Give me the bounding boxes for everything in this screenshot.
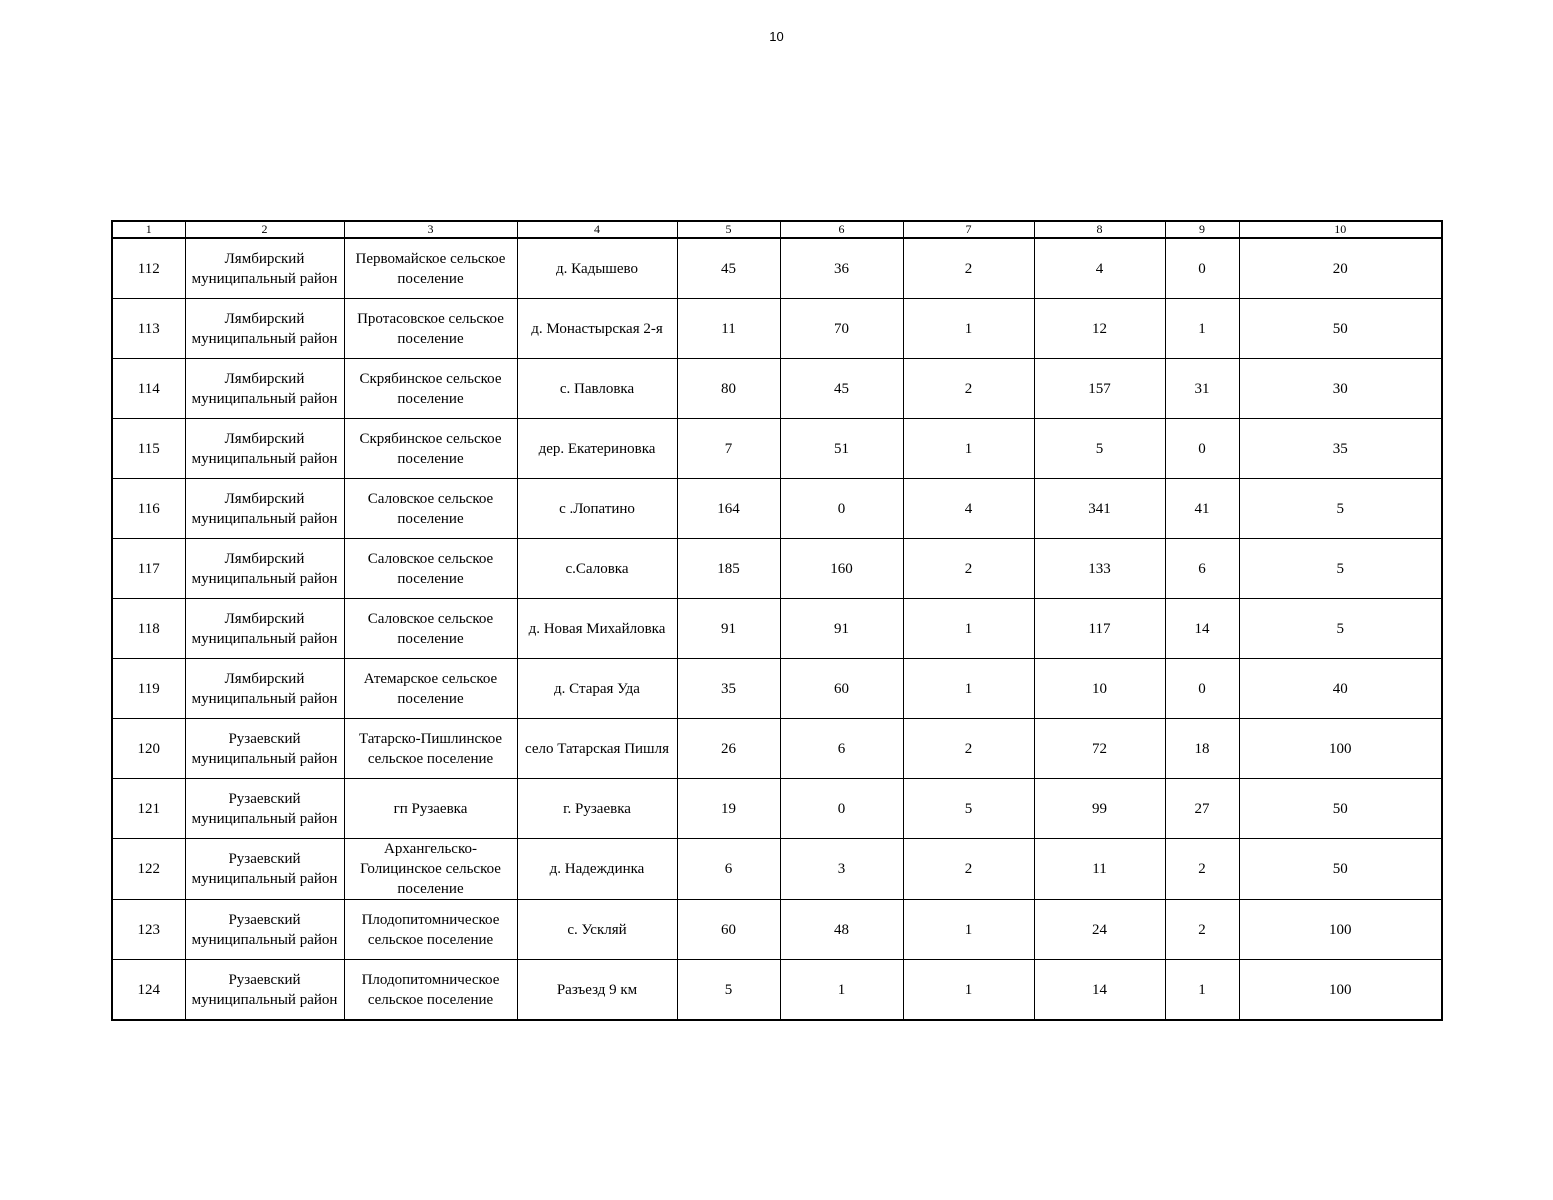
table-cell: с. Ускляй	[517, 900, 677, 960]
table-cell: 6	[1165, 539, 1239, 599]
table-cell: 1	[903, 419, 1034, 479]
table-cell: 1	[903, 599, 1034, 659]
table-cell: Разъезд 9 км	[517, 960, 677, 1021]
table-cell: 5	[903, 779, 1034, 839]
table-cell: 5	[1239, 479, 1442, 539]
table-cell: 50	[1239, 839, 1442, 900]
table-cell: 6	[677, 839, 780, 900]
table-header-row	[112, 221, 1442, 238]
table-cell: 122	[112, 839, 185, 900]
table-cell: 0	[780, 479, 903, 539]
table-cell: Рузаевский муниципальный район	[185, 719, 344, 779]
column-number-cell: 7	[903, 221, 1034, 238]
table-cell: 70	[780, 299, 903, 359]
table-cell: с. Павловка	[517, 359, 677, 419]
table-cell: 12	[1034, 299, 1165, 359]
table-cell: 1	[1165, 299, 1239, 359]
table-cell: Лямбирский муниципальный район	[185, 359, 344, 419]
table-cell: дер. Екатериновка	[517, 419, 677, 479]
table-cell: 26	[677, 719, 780, 779]
table-cell: 120	[112, 719, 185, 779]
column-number-cell: 6	[780, 221, 903, 238]
table-cell: Рузаевский муниципальный район	[185, 900, 344, 960]
table-cell: 2	[903, 719, 1034, 779]
table-cell: 121	[112, 779, 185, 839]
table-cell: 1	[903, 900, 1034, 960]
table-cell: 2	[1165, 839, 1239, 900]
table-cell: 19	[677, 779, 780, 839]
table-cell: 91	[677, 599, 780, 659]
table-cell: 164	[677, 479, 780, 539]
table-cell: 113	[112, 299, 185, 359]
page-number: 10	[769, 29, 784, 44]
table-row	[112, 359, 1442, 419]
column-number-cell: 5	[677, 221, 780, 238]
table-cell: Плодопитомническое сельское поселение	[344, 960, 517, 1021]
table-cell: 2	[1165, 900, 1239, 960]
data-table	[111, 220, 1443, 1021]
table-cell: 99	[1034, 779, 1165, 839]
table-row	[112, 839, 1442, 900]
table-cell: 41	[1165, 479, 1239, 539]
table-row	[112, 900, 1442, 960]
table-cell: 36	[780, 238, 903, 299]
table-cell: 14	[1165, 599, 1239, 659]
table-cell: 5	[1034, 419, 1165, 479]
table-cell: 14	[1034, 960, 1165, 1021]
column-number-cell: 9	[1165, 221, 1239, 238]
table-cell: Лямбирский муниципальный район	[185, 238, 344, 299]
table-cell: Первомайское сельское поселение	[344, 238, 517, 299]
column-number-cell: 4	[517, 221, 677, 238]
table-cell: Архангельско-Голицинское сельское поселение	[344, 839, 517, 900]
table-cell: 51	[780, 419, 903, 479]
table-cell: 50	[1239, 299, 1442, 359]
table-cell: Рузаевский муниципальный район	[185, 779, 344, 839]
table-cell: 27	[1165, 779, 1239, 839]
table-cell: 4	[1034, 238, 1165, 299]
table-cell: Саловское сельское поселение	[344, 539, 517, 599]
table-cell: 116	[112, 479, 185, 539]
table-cell: 30	[1239, 359, 1442, 419]
table-cell: 0	[1165, 238, 1239, 299]
table-cell: 118	[112, 599, 185, 659]
table-cell: 50	[1239, 779, 1442, 839]
table-row	[112, 539, 1442, 599]
table-cell: Атемарское сельское поселение	[344, 659, 517, 719]
table-cell: 341	[1034, 479, 1165, 539]
table-cell: 115	[112, 419, 185, 479]
table-cell: 45	[677, 238, 780, 299]
table-cell: 1	[903, 659, 1034, 719]
table-row	[112, 299, 1442, 359]
table-cell: 124	[112, 960, 185, 1021]
table-cell: 80	[677, 359, 780, 419]
table-cell: 7	[677, 419, 780, 479]
table-cell: с.Саловка	[517, 539, 677, 599]
table-cell: Саловское сельское поселение	[344, 599, 517, 659]
table-cell: 2	[903, 359, 1034, 419]
table-cell: 114	[112, 359, 185, 419]
table-cell: 3	[780, 839, 903, 900]
table-cell: 45	[780, 359, 903, 419]
table-cell: 0	[780, 779, 903, 839]
table-cell: 117	[112, 539, 185, 599]
table-cell: 100	[1239, 900, 1442, 960]
table-cell: 117	[1034, 599, 1165, 659]
table-cell: 10	[1034, 659, 1165, 719]
table-cell: г. Рузаевка	[517, 779, 677, 839]
table-row	[112, 238, 1442, 299]
table-cell: Саловское сельское поселение	[344, 479, 517, 539]
table-cell: 1	[1165, 960, 1239, 1021]
table-row	[112, 719, 1442, 779]
table-cell: 2	[903, 539, 1034, 599]
table-cell: 100	[1239, 719, 1442, 779]
table-cell: 5	[677, 960, 780, 1021]
table-cell: д. Новая Михайловка	[517, 599, 677, 659]
table-cell: село Татарская Пишля	[517, 719, 677, 779]
table-cell: Лямбирский муниципальный район	[185, 659, 344, 719]
table-cell: 48	[780, 900, 903, 960]
table-cell: д. Монастырская 2-я	[517, 299, 677, 359]
table-cell: 100	[1239, 960, 1442, 1021]
column-number-cell: 10	[1239, 221, 1442, 238]
table-cell: 40	[1239, 659, 1442, 719]
table-cell: 123	[112, 900, 185, 960]
table-body	[112, 221, 1442, 1020]
table-cell: 24	[1034, 900, 1165, 960]
table-row	[112, 659, 1442, 719]
table-cell: 5	[1239, 599, 1442, 659]
table-cell: 2	[903, 238, 1034, 299]
column-number-cell: 1	[112, 221, 185, 238]
table-cell: д. Старая Уда	[517, 659, 677, 719]
table-cell: 0	[1165, 659, 1239, 719]
table-cell: Татарско-Пишлинское сельское поселение	[344, 719, 517, 779]
table-cell: Лямбирский муниципальный район	[185, 299, 344, 359]
table-cell: 119	[112, 659, 185, 719]
table-cell: 35	[677, 659, 780, 719]
table-cell: Лямбирский муниципальный район	[185, 479, 344, 539]
table-row	[112, 779, 1442, 839]
table-cell: 157	[1034, 359, 1165, 419]
table-cell: 11	[677, 299, 780, 359]
table-cell: 5	[1239, 539, 1442, 599]
table-cell: 60	[677, 900, 780, 960]
table-row	[112, 419, 1442, 479]
table-cell: 18	[1165, 719, 1239, 779]
table-cell: Лямбирский муниципальный район	[185, 599, 344, 659]
column-number-cell: 8	[1034, 221, 1165, 238]
table-cell: 2	[903, 839, 1034, 900]
table-cell: 35	[1239, 419, 1442, 479]
table-row	[112, 599, 1442, 659]
table-row	[112, 960, 1442, 1021]
column-number-cell: 3	[344, 221, 517, 238]
table-cell: Лямбирский муниципальный район	[185, 419, 344, 479]
table-cell: 160	[780, 539, 903, 599]
table-cell: гп Рузаевка	[344, 779, 517, 839]
table-cell: 0	[1165, 419, 1239, 479]
table-cell: Лямбирский муниципальный район	[185, 539, 344, 599]
table-cell: с .Лопатино	[517, 479, 677, 539]
table-cell: 112	[112, 238, 185, 299]
table-cell: д. Надеждинка	[517, 839, 677, 900]
table-cell: д. Кадышево	[517, 238, 677, 299]
table-cell: 11	[1034, 839, 1165, 900]
table-cell: Протасовское сельское поселение	[344, 299, 517, 359]
table-cell: 6	[780, 719, 903, 779]
table-cell: Скрябинское сельское поселение	[344, 419, 517, 479]
table-cell: 20	[1239, 238, 1442, 299]
table-cell: 91	[780, 599, 903, 659]
table-cell: 31	[1165, 359, 1239, 419]
table-cell: 1	[780, 960, 903, 1021]
table-cell: Рузаевский муниципальный район	[185, 960, 344, 1021]
table-cell: 1	[903, 960, 1034, 1021]
table-row	[112, 479, 1442, 539]
table-cell: 1	[903, 299, 1034, 359]
table-cell: 60	[780, 659, 903, 719]
table-cell: 185	[677, 539, 780, 599]
column-number-cell: 2	[185, 221, 344, 238]
table-cell: Скрябинское сельское поселение	[344, 359, 517, 419]
table-cell: 72	[1034, 719, 1165, 779]
table-cell: Плодопитомническое сельское поселение	[344, 900, 517, 960]
table-cell: 4	[903, 479, 1034, 539]
table-cell: 133	[1034, 539, 1165, 599]
table-cell: Рузаевский муниципальный район	[185, 839, 344, 900]
